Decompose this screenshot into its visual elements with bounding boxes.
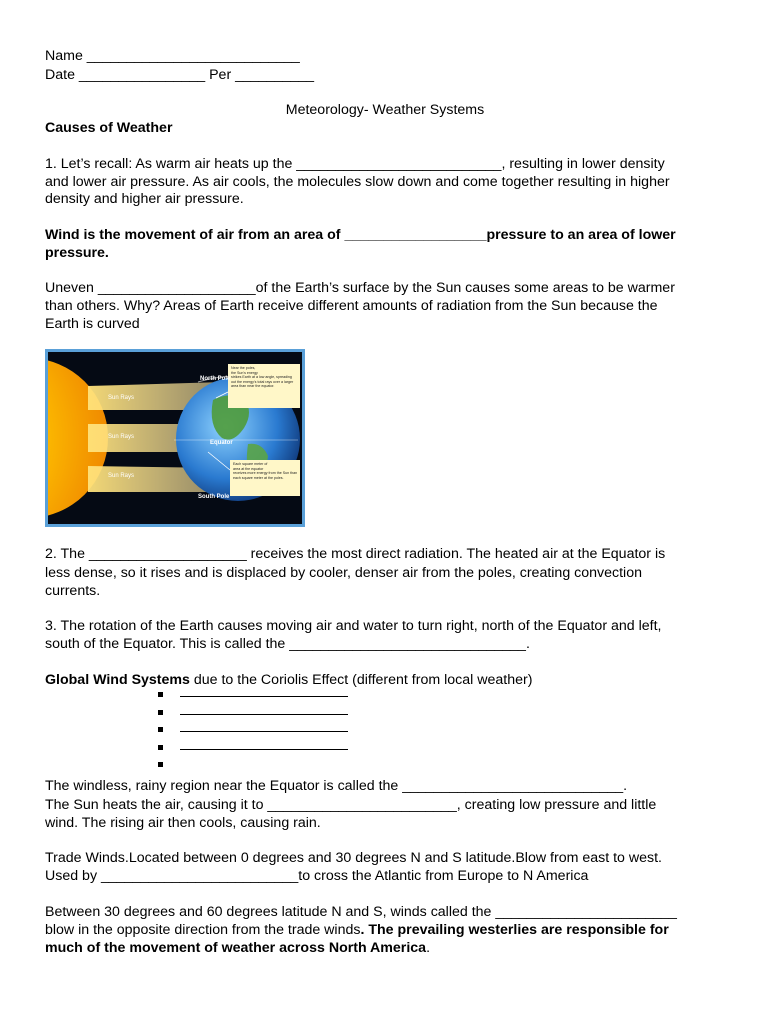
- paragraph-line: blow in the opposite direction from the trade winds. The prevailing westerlies are responsible for: [45, 922, 669, 938]
- bullet-marker: [158, 727, 163, 732]
- note-bottom-text: Each square meter of area at the equator receives more energy from the Sun than each square meter at the poles.: [233, 462, 298, 480]
- blank-answer-line: [180, 731, 348, 732]
- paragraph-line: much of the movement of weather across North America.: [45, 940, 431, 956]
- paragraph-line: Wind is the movement of air from an area of __________________pressure to an area of lower: [45, 227, 676, 243]
- section-heading-causes: Causes of Weather: [45, 120, 173, 136]
- global-wind-rest: due to the Coriolis Effect (different from local weather): [189, 672, 533, 688]
- sun-rays-label: Sun Rays: [108, 473, 135, 479]
- bullet-marker: [158, 710, 163, 715]
- paragraph-line: Trade Winds.Located between 0 degrees and 30 degrees N and S latitude.Blow from east to west.: [45, 850, 662, 866]
- paragraph-line: 2. The ____________________ receives the most direct radiation. The heated air at the Equator is: [45, 546, 666, 562]
- paragraph-line: south of the Equator. This is called the ______________________________.: [45, 636, 530, 652]
- north-pole-label: North Pole: [200, 376, 231, 382]
- global-wind-heading: [45, 671, 532, 689]
- date-line: Date ________________ Per __________: [45, 67, 315, 83]
- blank-answer-line: [180, 749, 348, 750]
- blank-answer-line: [180, 714, 348, 715]
- sun-rays-label: Sun Rays: [108, 434, 135, 440]
- paragraph-line: than others. Why? Areas of Earth receive different amounts of radiation from the Sun because the: [45, 298, 658, 314]
- equator-label: Equator: [210, 440, 233, 446]
- paragraph-line: 1. Let’s recall: As warm air heats up the __________________________, resulting in lower density: [45, 156, 665, 172]
- paragraph-line: pressure.: [45, 245, 109, 261]
- paragraph-line: Used by _________________________to cross the Atlantic from Europe to N America: [45, 868, 589, 884]
- sun-rays-label: Sun Rays: [108, 395, 135, 401]
- paragraph-line: currents.: [45, 583, 101, 599]
- paragraph-line: The windless, rainy region near the Equator is called the ____________________________.: [45, 778, 628, 794]
- bullet-marker: [158, 692, 163, 697]
- paragraph-line: less dense, so it rises and is displaced by cooler, denser air from the poles, creating convection: [45, 565, 642, 581]
- paragraph-line: and lower air pressure. As air cools, the molecules slow down and come together resulting in higher: [45, 174, 670, 190]
- bullet-marker: [158, 745, 163, 750]
- paragraph-line: 3. The rotation of the Earth causes moving air and water to turn right, north of the Equator and left,: [45, 618, 662, 634]
- south-pole-label: South Pole: [198, 494, 230, 500]
- paragraph-line: wind. The rising air then cools, causing rain.: [45, 815, 321, 831]
- paragraph-line: The Sun heats the air, causing it to ________________________, creating low pressure and little: [45, 797, 657, 813]
- paragraph-line: Uneven ____________________of the Earth’s surface by the Sun causes some areas to be warmer: [45, 280, 675, 296]
- bullet-marker: [158, 762, 163, 767]
- global-wind-bold: Global Wind Systems: [45, 672, 190, 688]
- note-top-text: Near the poles, the Sun's energy strikes Earth at a low angle, spreading out the energy's total rays over a larger area than near the equator.: [231, 366, 294, 388]
- name-line: Name ___________________________: [45, 48, 300, 64]
- page-title: Meteorology- Weather Systems: [285, 102, 485, 118]
- paragraph-line: Earth is curved: [45, 316, 140, 332]
- paragraph-line: Between 30 degrees and 60 degrees latitude N and S, winds called the _______________________: [45, 904, 677, 920]
- earth-sun-radiation-figure: [45, 349, 305, 527]
- paragraph-line: density and higher air pressure.: [45, 191, 244, 207]
- blank-answer-line: [180, 696, 348, 697]
